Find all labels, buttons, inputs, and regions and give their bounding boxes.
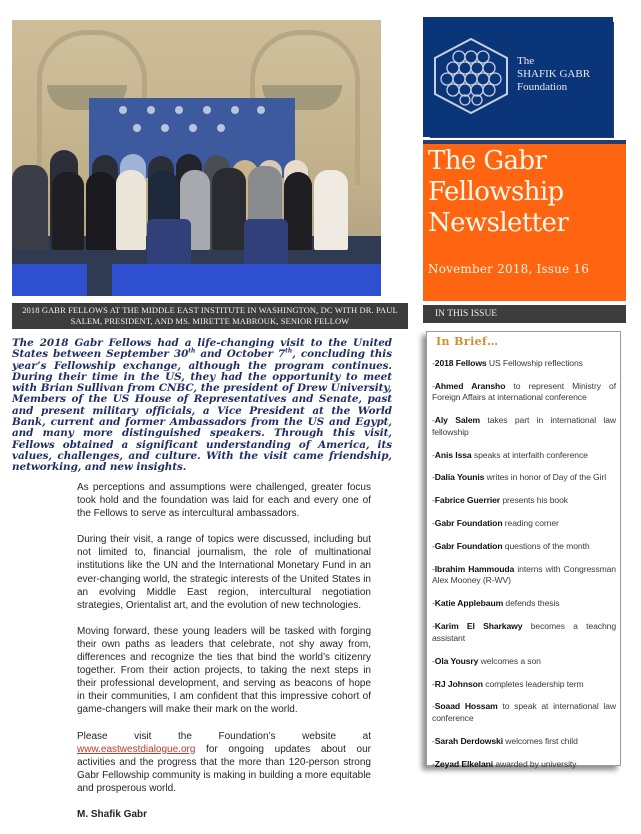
brief-item-text: to represent Ministry of Foreign Affairs at international conference: [432, 380, 616, 403]
body-paragraph-2: During their visit, a range of topics were discussed, including but not limited to, financial journalism, the role of multinational institutions like the UN and the International Monetary Fund in an ever-changing world, the strategic interests of the United States in an evolving Middle East region, intercultural negotiation strategies, Orientalist art, and the evolution of new technologies.: [77, 534, 371, 611]
brief-item: -Katie Applebaum defends thesis: [432, 598, 560, 609]
brief-item: -Zeyad Elkelani awarded by university: [432, 758, 577, 769]
brief-item: -Sarah Derdowski welcomes first child: [432, 735, 578, 746]
brief-item: -Fabrice Guerrier presents his book: [432, 495, 568, 506]
photo-caption: 2018 GABR FELLOWS AT THE MIDDLE EAST INSTITUTE IN WASHINGTON, DC WITH DR. PAUL SALEM, PRESIDENT, AND MS. MIRETTE MABROUK, SENIOR FELLOW: [12, 303, 408, 329]
brief-item-name: Anis Issa: [434, 449, 472, 460]
brief-item-name: Gabr Foundation: [434, 518, 503, 529]
brief-item-text: questions of the month: [502, 541, 590, 552]
brief-item: -Ahmed Aransho to represent Ministry of Foreign Affairs at international conference: [432, 380, 616, 403]
brief-item-name: Dalia Younis: [434, 472, 485, 483]
body-paragraph-4: [77, 730, 371, 795]
brief-item-name: Aly Salem: [434, 415, 481, 426]
brief-item-name: Zeyad Elkelani: [434, 758, 494, 769]
foundation-logo-block: [423, 17, 613, 137]
article-body: [77, 481, 371, 834]
lead-sup-2: th: [285, 347, 293, 355]
body-p4-text: Please visit the Foundation’s website at: [77, 730, 371, 742]
brief-item: -Karim El Sharkawy becomes a teachng assistant: [432, 621, 616, 643]
brief-item-name: Fabrice Guerrier: [434, 495, 501, 506]
foundation-name: [517, 55, 590, 94]
brief-item-name: Ibrahim Hammouda: [434, 564, 515, 575]
group-photo: [12, 20, 381, 296]
brief-item-name: Katie Applebaum: [434, 598, 504, 609]
signature: M. Shafik Gabr: [77, 808, 148, 820]
brief-item-text: becomes a teachng assistant: [432, 621, 616, 643]
brief-item-text: reading corner: [502, 518, 559, 529]
brief-item-text: to speak at international law conference: [432, 701, 617, 723]
brief-item: -Ibrahim Hammouda interns with Congressman Alex Mooney (R-WV): [432, 564, 616, 586]
brief-item-name: Gabr Foundation: [434, 541, 503, 552]
brief-item-name: RJ Johnson: [434, 678, 483, 689]
brief-item-text: welcomes a son: [478, 655, 541, 666]
website-link[interactable]: www.eastwestdialogue.org: [77, 743, 196, 755]
title-line-2: Fellowship: [428, 177, 564, 207]
brief-item: -Anis Issa speaks at interfaith conference: [432, 449, 588, 460]
brief-item-text: defends thesis: [503, 598, 560, 609]
brief-item-text: speaks at interfaith conference: [471, 449, 588, 460]
brief-item: -RJ Johnson completes leadership term: [432, 678, 584, 689]
lead-sup-1: th: [188, 347, 196, 355]
brief-item: -2018 Fellows US Fellowship reflections: [432, 358, 583, 368]
lead-text-3: , concluding this year’s Fellowship exchange, although the program continues. During their time in the US, they had the opportunity to meet with Brian Sullivan from CNBC, the president of Drew University, Members of the US House of Representatives and Senate, past and present military officials, a Vice President at the World Bank, current and former Ambassadors from the US and Egypt, and many more distinguished speakers. Through this visit, Fellows obtained a significant understanding of America, its values, challenges, and culture. With the visit came friendship, networking, and new insights.: [12, 348, 392, 474]
masthead: [423, 144, 626, 301]
brief-item-text: welcomes first child: [503, 735, 578, 746]
brief-item-name: Ahmed Aransho: [434, 380, 506, 391]
brand-line-3: Foundation: [517, 81, 568, 93]
brief-item: -Dalia Younis writes in honor of Day of the Girl: [432, 472, 606, 483]
in-brief-box: [426, 331, 621, 769]
newsletter-title: [428, 146, 568, 239]
brief-item-text: presents his book: [500, 495, 568, 506]
brief-item-name: Ola Yousry: [434, 655, 479, 666]
brand-line-2: SHAFIK GABR: [517, 68, 591, 80]
brief-item: -Ola Yousry welcomes a son: [432, 655, 541, 666]
body-paragraph-1: As perceptions and assumptions were challenged, greater focus took hold and the foundation was laid for each and every one of the Fellows to serve as intercultural ambassadors.: [77, 482, 371, 520]
issue-date: November 2018, Issue 16: [428, 262, 590, 276]
in-this-issue-header: IN THIS ISSUE: [423, 305, 626, 323]
brief-item: -Gabr Foundation questions of the month: [432, 541, 590, 552]
brief-item-text: writes in honor of Day of the Girl: [484, 472, 606, 483]
brief-item-text: completes leadership term: [482, 678, 584, 689]
brief-item-text: interns with Congressman Alex Mooney (R-WV): [432, 564, 616, 586]
brief-item-name: Soaad Hossam: [434, 701, 498, 712]
brief-item-text: US Fellowship reflections: [486, 358, 583, 368]
brand-line-1: The: [517, 55, 535, 67]
lead-text-2: and October 7: [195, 348, 286, 361]
brief-item-name: Sarah Derdowski: [434, 735, 503, 746]
in-brief-heading: In Brief…: [436, 335, 499, 348]
brief-item-name: Karim El Sharkawy: [434, 621, 523, 632]
brief-item: -Gabr Foundation reading corner: [432, 518, 559, 529]
brief-item-text: awarded by university: [493, 758, 577, 769]
body-paragraph-3: Moving forward, these young leaders will be tasked with forging their own paths as leaders that celebrate, not shy away from, differences and recognize the ties that bind the world’s citizenry together. From their action projects, to taking the next steps in their professional development, and serving as beacons of hope in their communities, I am confident that this impressive cohort of game-changers will make their mark on the world.: [77, 625, 371, 716]
lead-text-1: The 2018 Gabr Fellows had a life-changing visit to the United States between September 30: [12, 337, 392, 361]
brief-item-text: takes part in international law fellowship: [432, 415, 616, 437]
title-line-1: The Gabr: [428, 146, 547, 176]
title-line-3: Newsletter: [428, 208, 569, 238]
body-p4-text-after: for ongoing updates about our activities and the progress that the more than 120-person strong Gabr Fellowship community is making in building a more equitable and prosperous world.: [77, 743, 371, 794]
lead-paragraph: [12, 338, 392, 474]
brief-item-name: 2018 Fellows: [434, 358, 487, 368]
hexagon-logo-icon: [431, 37, 511, 115]
brief-item: -Soaad Hossam to speak at international law conference: [432, 701, 617, 723]
brief-item: -Aly Salem takes part in international law fellowship: [432, 415, 616, 437]
